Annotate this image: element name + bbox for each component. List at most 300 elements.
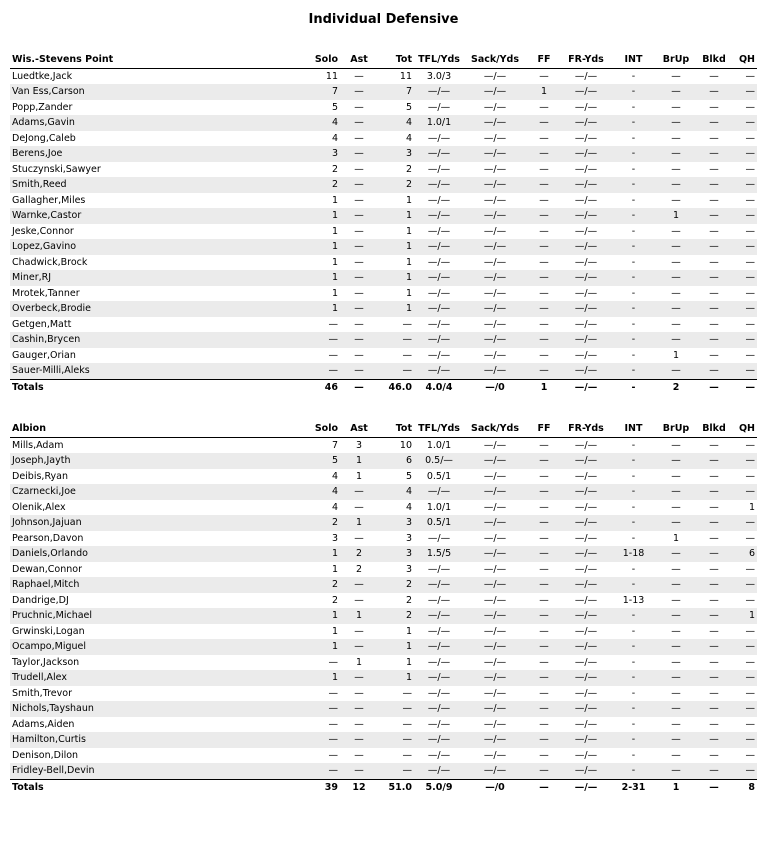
total-ast: — — [340, 379, 378, 395]
stat-int: - — [610, 763, 657, 779]
column-header-ast: Ast — [340, 421, 378, 437]
stat-tot: — — [378, 701, 414, 717]
stat-solo: — — [278, 332, 340, 348]
stat-tot: 7 — [378, 84, 414, 100]
stat-tot: 4 — [378, 115, 414, 131]
stat-ast: — — [340, 484, 378, 500]
table-row — [10, 100, 757, 116]
stat-sack-yds: —/— — [464, 270, 526, 286]
stat-int: - — [631, 470, 636, 482]
stat-sack-yds: —/— — [464, 84, 526, 100]
stat-brup: — — [671, 439, 681, 451]
stat-tot: 1 — [378, 670, 414, 686]
stat-qh: — — [745, 532, 755, 544]
player-name: Warnke,Castor — [10, 208, 278, 224]
stat-solo: — — [328, 718, 338, 730]
stat-blkd: — — [695, 546, 733, 562]
stat-blkd: — — [695, 608, 733, 624]
stat-ff: — — [539, 287, 549, 299]
stat-qh: — — [733, 301, 757, 317]
stat-blkd: — — [695, 146, 733, 162]
stat-blkd: — — [709, 163, 719, 175]
player-name: Pruchnic,Michael — [10, 608, 278, 624]
stat-tfl-yds: 0.5/1 — [426, 470, 452, 482]
stat-tfl-yds: —/— — [427, 163, 451, 175]
stat-solo: — — [328, 749, 338, 761]
stat-tot: 1 — [378, 270, 414, 286]
stat-ast: — — [340, 84, 378, 100]
stat-ast: — — [340, 177, 378, 193]
stat-brup: — — [657, 239, 695, 255]
stat-int: - — [610, 608, 657, 624]
stat-blkd: — — [695, 484, 733, 500]
stat-sack-yds: —/— — [483, 749, 507, 761]
stat-ast: 1 — [355, 470, 363, 482]
stat-brup: — — [657, 332, 695, 348]
stat-solo: 2 — [278, 515, 340, 531]
stat-tot: — — [378, 763, 414, 779]
stat-qh: — — [745, 225, 755, 237]
stat-int: - — [610, 332, 657, 348]
stat-blkd: — — [709, 687, 719, 699]
stat-fr-yds: —/— — [574, 470, 598, 482]
stat-ast: — — [354, 101, 364, 113]
stat-ff: — — [539, 470, 549, 482]
stat-ff: — — [526, 763, 562, 779]
stat-sack-yds: —/— — [464, 146, 526, 162]
player-name: Raphael,Mitch — [10, 577, 278, 593]
stat-int: - — [610, 115, 657, 131]
stat-qh: — — [745, 318, 755, 330]
table-row — [10, 469, 757, 485]
table-row — [10, 162, 757, 178]
stat-tfl-yds: —/— — [427, 194, 451, 206]
team-name: Albion — [10, 421, 278, 437]
stat-fr-yds: —/— — [562, 208, 610, 224]
stat-qh: — — [745, 687, 755, 699]
stat-int: - — [631, 501, 636, 513]
column-header-tfl-yds: TFL/Yds — [414, 52, 464, 68]
stat-tot: 2 — [405, 594, 412, 606]
stat-fr-yds: —/— — [562, 239, 610, 255]
stat-solo: 11 — [325, 70, 338, 82]
player-name: Sauer-Milli,Aleks — [10, 363, 278, 379]
stat-tot: 1 — [405, 256, 412, 268]
stat-solo: 4 — [278, 484, 340, 500]
column-header-ast: Ast — [340, 52, 378, 68]
stat-sack-yds: —/— — [483, 194, 507, 206]
column-header-solo: Solo — [278, 421, 340, 437]
stat-tot: 2 — [378, 577, 414, 593]
column-header-qh: QH — [733, 421, 757, 437]
stat-tot: 3 — [378, 546, 414, 562]
stat-ast: — — [354, 163, 364, 175]
stat-solo: 1 — [331, 287, 338, 299]
stat-blkd: — — [709, 287, 719, 299]
stat-blkd: — — [695, 732, 733, 748]
stat-sack-yds: —/— — [483, 101, 507, 113]
player-name: Denison,Dilon — [12, 749, 79, 761]
total-brup: 2 — [657, 379, 695, 395]
stat-int: - — [631, 749, 636, 761]
stat-solo: 4 — [331, 470, 338, 482]
stat-fr-yds: —/— — [574, 225, 598, 237]
stat-int: - — [631, 256, 636, 268]
stat-brup: — — [671, 563, 681, 575]
stat-ast: — — [340, 763, 378, 779]
stat-int: - — [631, 563, 636, 575]
stat-brup: — — [671, 594, 681, 606]
stat-blkd: — — [695, 177, 733, 193]
stat-ff: — — [526, 608, 562, 624]
stat-solo: 1 — [278, 301, 340, 317]
stat-ast: — — [340, 363, 378, 379]
stat-int: - — [631, 318, 636, 330]
stat-solo: 3 — [331, 532, 338, 544]
stat-ff: — — [539, 349, 549, 361]
stat-qh: — — [745, 439, 755, 451]
stat-ast: — — [354, 749, 364, 761]
stat-qh: — — [733, 177, 757, 193]
stat-tfl-yds: —/— — [427, 656, 451, 668]
stat-brup: — — [671, 256, 681, 268]
stat-fr-yds: —/— — [562, 363, 610, 379]
stat-ast: — — [354, 132, 364, 144]
stat-ast: — — [354, 501, 364, 513]
stat-solo: — — [328, 349, 338, 361]
stat-tot: — — [402, 318, 412, 330]
total-brup: 1 — [657, 779, 695, 795]
stat-brup: — — [657, 363, 695, 379]
stat-brup: — — [657, 577, 695, 593]
stat-int: - — [610, 515, 657, 531]
column-header-qh: QH — [733, 52, 757, 68]
stat-sack-yds: —/— — [483, 532, 507, 544]
stat-ff: — — [539, 194, 549, 206]
stat-tot: — — [402, 349, 412, 361]
stat-tot: 1 — [378, 639, 414, 655]
player-name: Dewan,Connor — [12, 563, 82, 575]
stat-brup: — — [657, 484, 695, 500]
stat-ff: — — [539, 318, 549, 330]
stat-solo: 1 — [278, 270, 340, 286]
stat-brup: — — [657, 177, 695, 193]
stat-ast: — — [340, 577, 378, 593]
stat-qh: — — [745, 132, 755, 144]
stat-brup: 1 — [672, 532, 680, 544]
stat-tfl-yds: —/— — [427, 687, 451, 699]
stat-fr-yds: —/— — [562, 301, 610, 317]
total-blkd: — — [695, 779, 733, 795]
stat-brup: — — [671, 718, 681, 730]
stat-qh: — — [733, 515, 757, 531]
stat-qh: — — [733, 701, 757, 717]
stat-brup: — — [657, 639, 695, 655]
total-tot: 46.0 — [378, 379, 414, 395]
stat-brup: — — [671, 101, 681, 113]
player-name: Luedtke,Jack — [12, 70, 73, 82]
stat-tot: 4 — [405, 501, 412, 513]
stat-tot: 2 — [405, 163, 412, 175]
player-name: Deibis,Ryan — [12, 470, 68, 482]
stat-ff: — — [526, 701, 562, 717]
header-row — [10, 421, 757, 437]
stat-ast: — — [354, 594, 364, 606]
player-name: Getgen,Matt — [12, 318, 72, 330]
stat-tfl-yds: 1.0/1 — [426, 501, 452, 513]
stat-sack-yds: —/— — [483, 687, 507, 699]
stat-blkd: — — [695, 701, 733, 717]
stat-fr-yds: —/— — [562, 84, 610, 100]
stat-brup: — — [671, 625, 681, 637]
stat-brup: — — [657, 270, 695, 286]
stat-int: - — [610, 701, 657, 717]
column-header-blkd: Blkd — [695, 52, 733, 68]
stat-brup: — — [671, 132, 681, 144]
team-name: Wis.-Stevens Point — [10, 52, 278, 68]
stat-int: - — [610, 208, 657, 224]
stat-tfl-yds: 0.5/— — [414, 453, 464, 469]
stat-tfl-yds: 1.0/1 — [414, 115, 464, 131]
stat-fr-yds: —/— — [574, 194, 598, 206]
stat-solo: 2 — [278, 577, 340, 593]
stat-tfl-yds: —/— — [427, 718, 451, 730]
stat-brup: — — [671, 287, 681, 299]
stat-ff: — — [526, 577, 562, 593]
stat-ast: — — [340, 639, 378, 655]
table-row — [10, 593, 757, 609]
stat-ff: — — [526, 515, 562, 531]
total-int: 2-31 — [610, 779, 657, 795]
player-name: Lopez,Gavino — [10, 239, 278, 255]
totals-row — [10, 379, 757, 395]
stat-tot: 4 — [405, 132, 412, 144]
table-row — [10, 270, 757, 286]
stat-ast: — — [354, 194, 364, 206]
total-ff: — — [526, 779, 562, 795]
stat-ff: — — [539, 225, 549, 237]
total-fr-yds: —/— — [562, 379, 610, 395]
player-name: Hamilton,Curtis — [10, 732, 278, 748]
player-name: Nichols,Tayshaun — [10, 701, 278, 717]
stat-brup: — — [657, 453, 695, 469]
stat-tfl-yds: —/— — [414, 208, 464, 224]
stat-sack-yds: —/— — [464, 484, 526, 500]
stat-ff: — — [526, 453, 562, 469]
stat-fr-yds: —/— — [574, 718, 598, 730]
stat-fr-yds: —/— — [574, 532, 598, 544]
player-name: Miner,RJ — [10, 270, 278, 286]
stat-tot: 2 — [378, 608, 414, 624]
stat-ff: — — [526, 363, 562, 379]
stat-int: - — [610, 670, 657, 686]
stat-fr-yds: —/— — [562, 270, 610, 286]
table-row — [10, 732, 757, 748]
table-row — [10, 255, 757, 271]
stat-ff: — — [539, 687, 549, 699]
stat-blkd: — — [695, 453, 733, 469]
stat-ast: 2 — [355, 563, 363, 575]
stat-brup: — — [657, 84, 695, 100]
player-name: Gauger,Orian — [12, 349, 76, 361]
stat-blkd: — — [695, 670, 733, 686]
stat-sack-yds: —/— — [483, 656, 507, 668]
stat-ff: 1 — [526, 84, 562, 100]
stat-tot: — — [378, 363, 414, 379]
stat-solo: 1 — [278, 608, 340, 624]
team-defense-table — [10, 421, 757, 795]
stat-int: 1-18 — [610, 546, 657, 562]
table-row — [10, 639, 757, 655]
total-qh: — — [733, 379, 757, 395]
column-header-int: INT — [610, 52, 657, 68]
table-row — [10, 500, 757, 516]
stat-int: 1-13 — [622, 594, 645, 606]
stat-fr-yds: —/— — [562, 332, 610, 348]
stat-solo: 2 — [331, 163, 338, 175]
stat-qh: — — [745, 625, 755, 637]
stat-tfl-yds: —/— — [414, 608, 464, 624]
stat-tfl-yds: —/— — [427, 563, 451, 575]
stat-brup: — — [657, 608, 695, 624]
stat-int: - — [610, 363, 657, 379]
stat-tfl-yds: —/— — [414, 577, 464, 593]
stat-fr-yds: —/— — [562, 146, 610, 162]
stat-ff: — — [539, 532, 549, 544]
stat-blkd: — — [695, 763, 733, 779]
stat-sack-yds: —/— — [464, 453, 526, 469]
stat-tot: 1 — [378, 301, 414, 317]
total-int: - — [610, 379, 657, 395]
stat-brup: — — [671, 749, 681, 761]
stat-blkd: — — [695, 515, 733, 531]
stat-qh: — — [745, 656, 755, 668]
stat-fr-yds: —/— — [574, 70, 598, 82]
player-name: Stuczynski,Sawyer — [12, 163, 101, 175]
table-row — [10, 239, 757, 255]
stat-tfl-yds: —/— — [414, 332, 464, 348]
stat-ast: 3 — [355, 439, 363, 451]
stat-fr-yds: —/— — [562, 577, 610, 593]
stat-tfl-yds: —/— — [414, 239, 464, 255]
table-row — [10, 348, 757, 364]
stat-sack-yds: —/— — [464, 701, 526, 717]
table-row — [10, 84, 757, 100]
stat-ff: — — [539, 256, 549, 268]
stat-tot: 2 — [378, 177, 414, 193]
stat-solo: 1 — [331, 194, 338, 206]
stat-qh: — — [733, 763, 757, 779]
total-qh: 8 — [733, 779, 757, 795]
player-name: Smith,Trevor — [12, 687, 72, 699]
stat-int: - — [631, 132, 636, 144]
stat-solo: 1 — [278, 208, 340, 224]
stat-blkd: — — [709, 70, 719, 82]
stat-blkd: — — [695, 270, 733, 286]
stat-ff: — — [526, 239, 562, 255]
stat-ff: — — [539, 625, 549, 637]
totals-row — [10, 779, 757, 795]
stat-blkd: — — [695, 363, 733, 379]
total-solo: 46 — [278, 379, 340, 395]
stat-tot: 3 — [405, 563, 412, 575]
stat-sack-yds: —/— — [464, 515, 526, 531]
stat-brup: — — [657, 301, 695, 317]
stat-tot: — — [378, 332, 414, 348]
stat-tfl-yds: —/— — [414, 763, 464, 779]
stat-tot: 1 — [405, 625, 412, 637]
stat-ast: 1 — [340, 608, 378, 624]
header-row — [10, 52, 757, 68]
stat-blkd: — — [709, 225, 719, 237]
stat-qh: — — [733, 84, 757, 100]
stat-fr-yds: —/— — [574, 439, 598, 451]
stat-sack-yds: —/— — [483, 287, 507, 299]
player-name: Jeske,Connor — [12, 225, 74, 237]
stat-fr-yds: —/— — [562, 515, 610, 531]
stat-solo: 3 — [278, 146, 340, 162]
stat-solo: — — [278, 363, 340, 379]
player-name: Mills,Adam — [12, 439, 64, 451]
table-row — [10, 748, 757, 764]
total-ast: 12 — [340, 779, 378, 795]
stat-solo: — — [328, 656, 338, 668]
stat-brup: — — [671, 656, 681, 668]
stat-sack-yds: —/— — [464, 363, 526, 379]
stat-int: - — [610, 270, 657, 286]
stat-ff: — — [526, 639, 562, 655]
player-name: Johnson,Jajuan — [10, 515, 278, 531]
stat-solo: — — [278, 732, 340, 748]
stat-int: - — [610, 239, 657, 255]
column-header-blkd: Blkd — [695, 421, 733, 437]
stat-tot: 3 — [378, 515, 414, 531]
stat-ff: — — [539, 594, 549, 606]
stat-brup: — — [657, 515, 695, 531]
stat-ff: — — [526, 301, 562, 317]
stat-blkd: — — [709, 349, 719, 361]
stat-solo: 1 — [278, 670, 340, 686]
stat-qh: — — [745, 718, 755, 730]
stat-ast: 1 — [355, 656, 363, 668]
stat-sack-yds: —/— — [464, 301, 526, 317]
stat-brup: — — [657, 732, 695, 748]
stat-int: - — [631, 287, 636, 299]
stat-solo: 2 — [331, 594, 338, 606]
stat-int: - — [631, 687, 636, 699]
stat-sack-yds: —/— — [483, 349, 507, 361]
stat-ast: — — [354, 625, 364, 637]
table-row — [10, 363, 757, 379]
column-header-brup: BrUp — [657, 52, 695, 68]
stat-tot: 11 — [399, 70, 412, 82]
total-fr-yds: —/— — [562, 779, 610, 795]
stat-tfl-yds: —/— — [427, 749, 451, 761]
column-header-ff: FF — [526, 421, 562, 437]
column-header-sack-yds: Sack/Yds — [464, 52, 526, 68]
stat-brup: — — [657, 763, 695, 779]
stat-solo: — — [278, 701, 340, 717]
stat-brup: 1 — [672, 349, 680, 361]
total-sack-yds: —/0 — [464, 779, 526, 795]
stat-ast: — — [354, 256, 364, 268]
stat-tfl-yds: 1.0/1 — [426, 439, 452, 451]
stat-tot: — — [378, 732, 414, 748]
stat-solo: 1 — [331, 256, 338, 268]
totals-label: Totals — [10, 379, 278, 395]
stat-brup: — — [657, 701, 695, 717]
table-row — [10, 286, 757, 302]
